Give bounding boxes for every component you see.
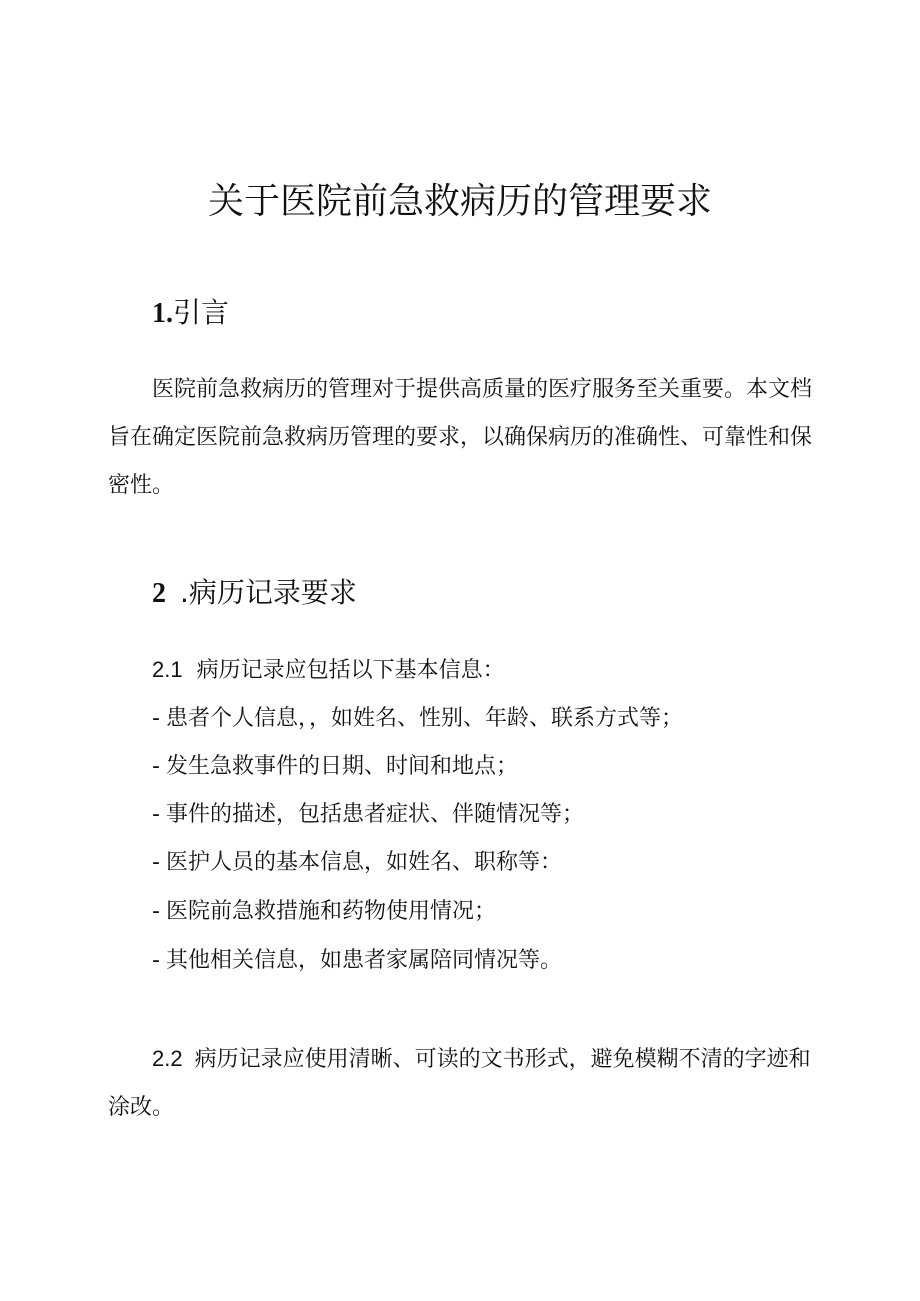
list-item [152, 699, 683, 739]
list-item [152, 747, 518, 787]
list-item-text: 发生急救事件的日期、时间和地点； [165, 754, 518, 779]
item-2-2-text: 病历记录应使用清晰、可读的文书形式，避免模糊不清的字迹和涂改。 [108, 1047, 811, 1120]
list-item-text: 医院前急救措施和药物使用情况； [165, 899, 496, 924]
section-1-number: 1. [152, 298, 173, 329]
item-2-1 [152, 650, 505, 691]
list-item-text: 患者个人信息，，如姓名、性别、年龄、联系方式等； [165, 706, 683, 731]
section-2-number: 2 [152, 578, 166, 609]
section-2-title: .病历记录要求 [180, 576, 357, 609]
list-item-text: 医护人员的基本信息，如姓名、职称等： [165, 850, 562, 875]
list-item-text: 其他相关信息，如患者家属陪同情况等。 [165, 948, 562, 973]
dash-marker: - [152, 948, 160, 973]
section-1-heading [152, 293, 229, 334]
document-title: 关于医院前急救病历的管理要求 [207, 181, 712, 222]
list-item [152, 892, 496, 932]
item-2-1-text: 病历记录应包括以下基本信息： [196, 658, 505, 683]
list-item [152, 843, 562, 883]
section-2-heading [152, 573, 357, 614]
item-2-1-number: 2.1 [152, 657, 183, 682]
list-item [152, 795, 584, 835]
item-2-2-number: 2.2 [152, 1046, 183, 1071]
section-1-title: 引言 [173, 296, 230, 329]
item-2-2 [108, 1035, 818, 1132]
dash-marker: - [152, 899, 160, 924]
section-1-paragraph: 医院前急救病历的管理对于提供高质量的医疗服务至关重要。本文档旨在确定医院前急救病历管理的要求，以确保病历的准确性、可靠性和保密性。 [108, 377, 813, 498]
dash-marker: - [152, 802, 160, 827]
list-item [152, 941, 562, 981]
dash-marker: - [152, 706, 160, 731]
dash-marker: - [152, 850, 160, 875]
dash-marker: - [152, 754, 160, 779]
list-item-text: 事件的描述，包括患者症状、伴随情况等； [165, 802, 584, 827]
